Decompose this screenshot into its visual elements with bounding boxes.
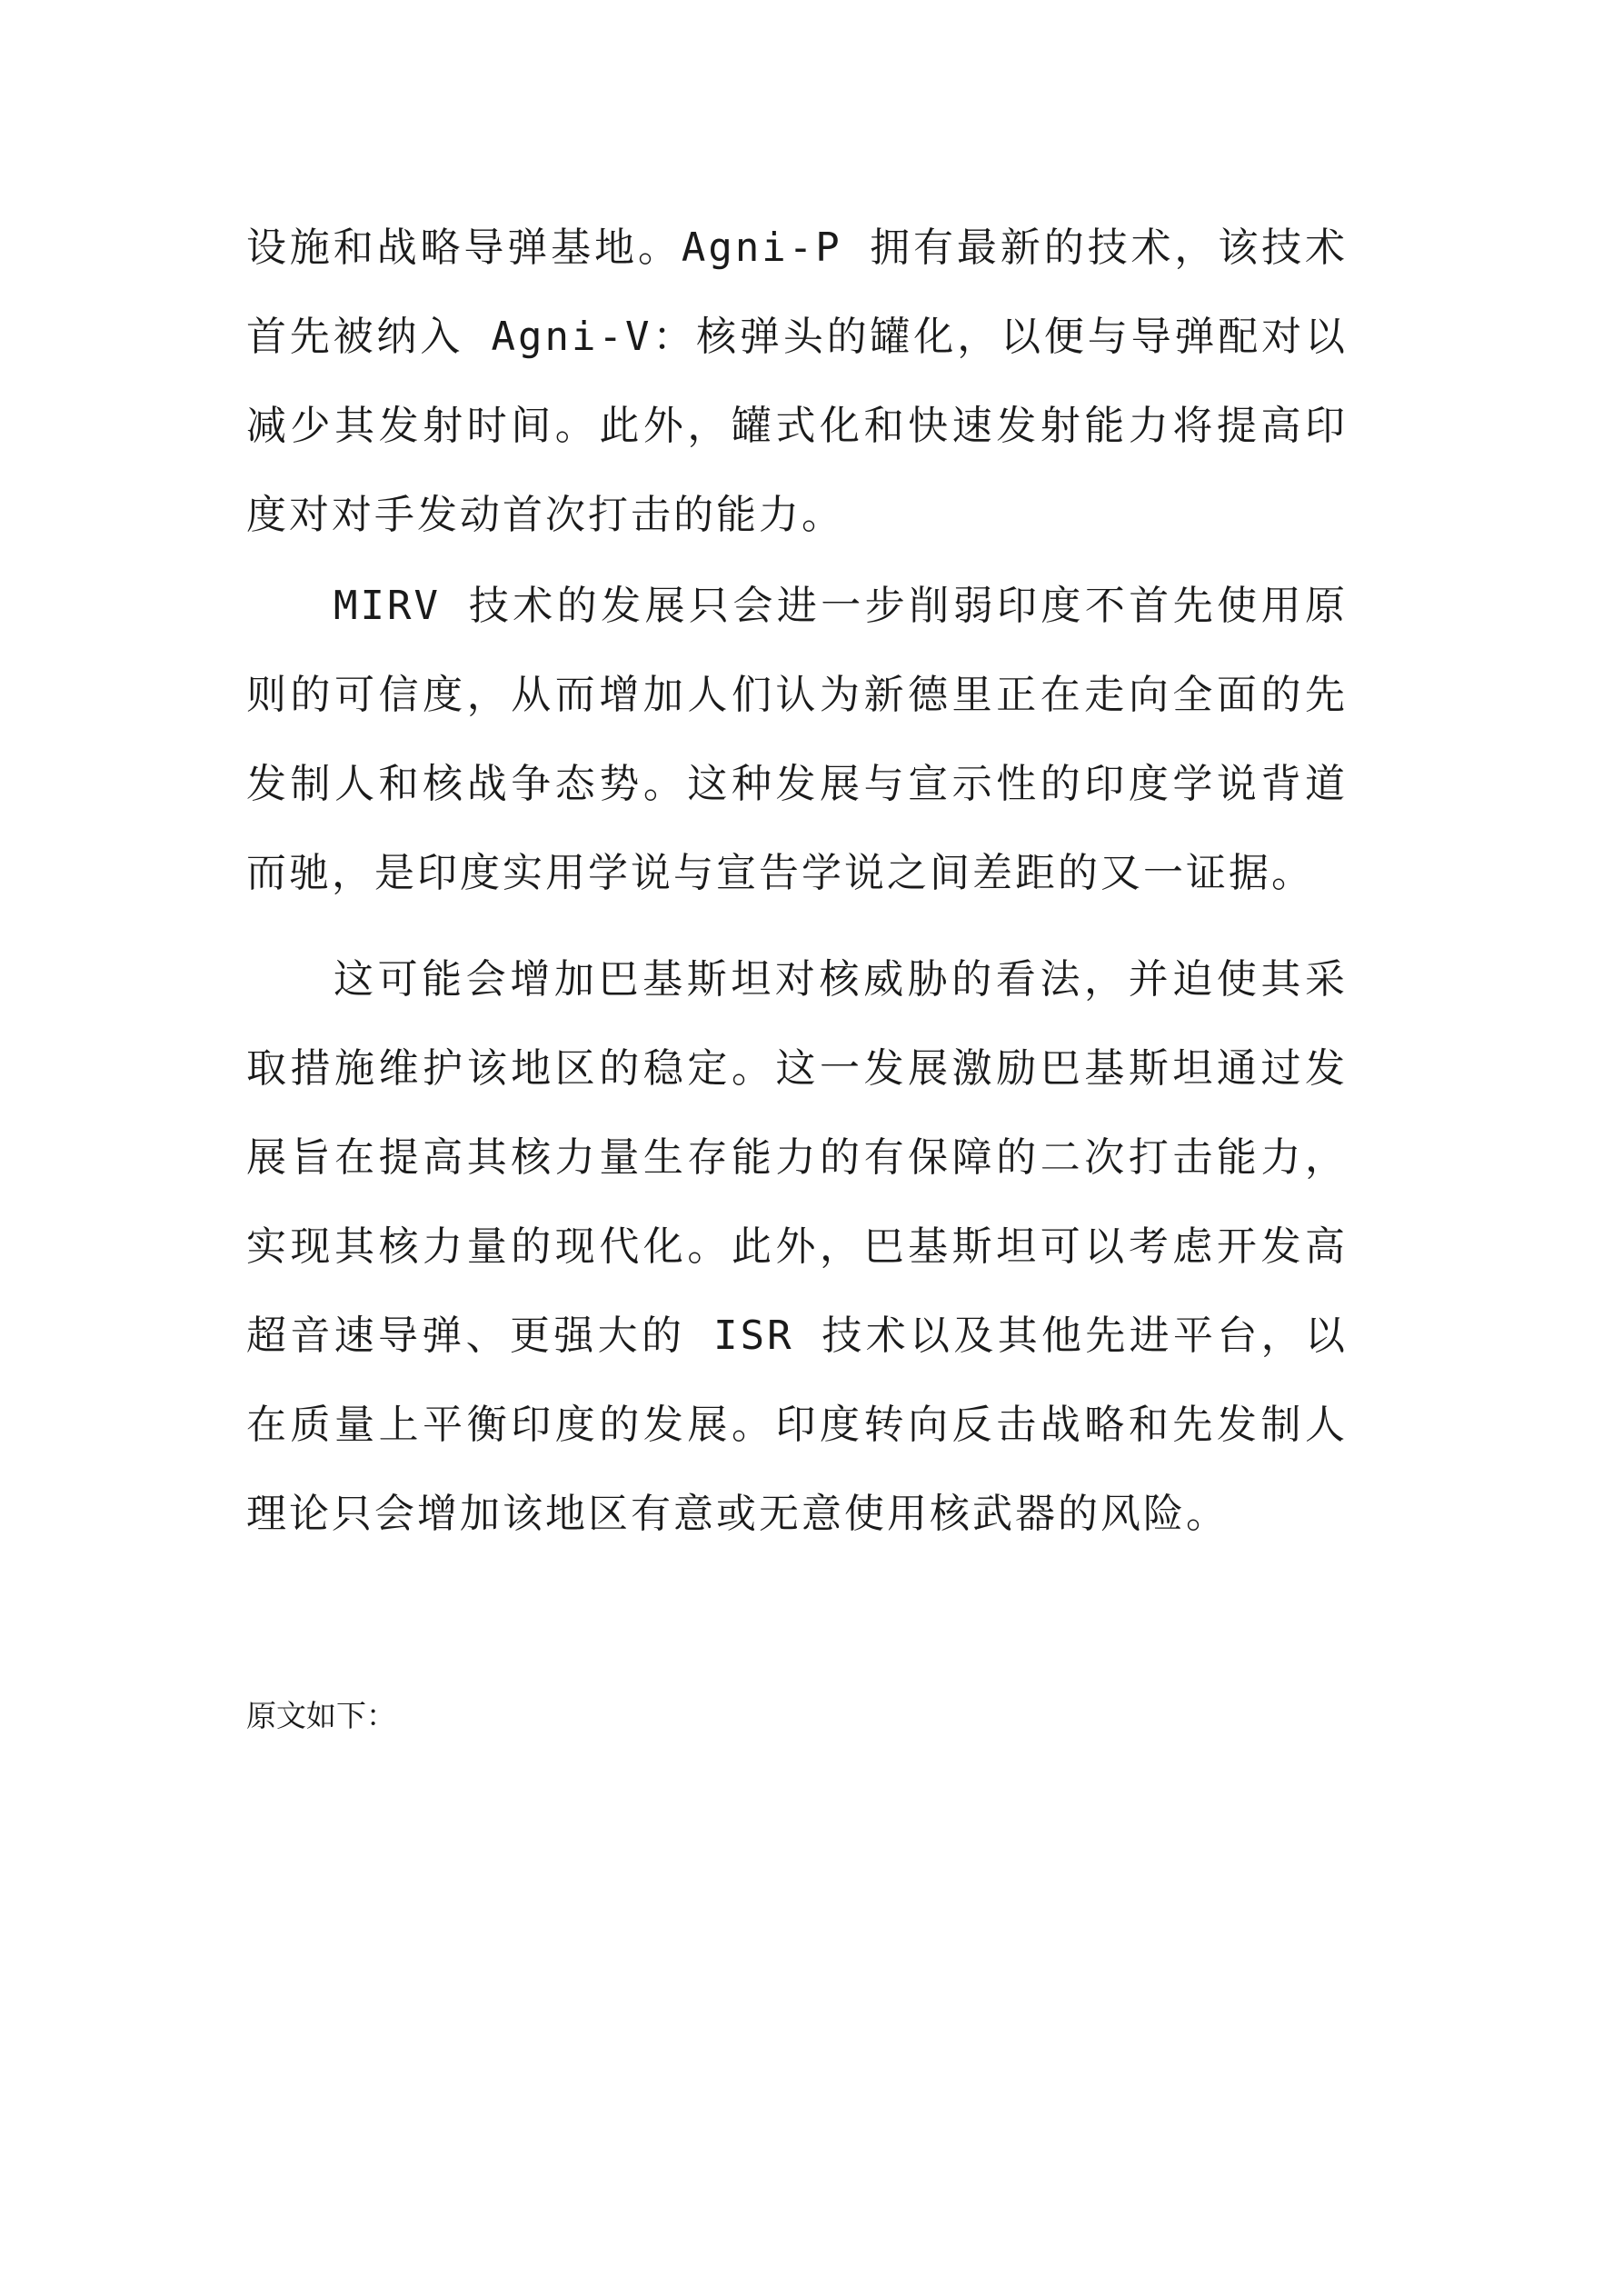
paragraph-1: 设施和战略导弹基地。Agni-P 拥有最新的技术，该技术首先被纳入 Agni-V：核弹头的罐化，以便与导弹配对以减少其发射时间。此外，罐式化和快速发射能力将提高印度对对手发动首次打击的能力。 — [246, 225, 1348, 538]
paragraph-3: 这可能会增加巴基斯坦对核威胁的看法，并迫使其采取措施维护该地区的稳定。这一发展激励巴基斯坦通过发展旨在提高其核力量生存能力的有保障的二次打击能力，实现其核力量的现代化。此外，巴基斯坦可以考虑开发高超音速导弹、更强大的 ISR 技术以及其他先进平台，以在质量上平衡印度的发展。印度转向反击战略和先发制人理论只会增加该地区有意或无意使用核武器的风险。 — [246, 956, 1348, 1537]
paragraph-2: MIRV 技术的发展只会进一步削弱印度不首先使用原则的可信度，从而增加人们认为新德里正在走向全面的先发制人和核战争态势。这种发展与宣示性的印度学说背道而驰，是印度实用学说与宣告学说之间差距的又一证据。 — [246, 583, 1348, 896]
original-text-label: 原文如下： — [246, 1698, 396, 1733]
